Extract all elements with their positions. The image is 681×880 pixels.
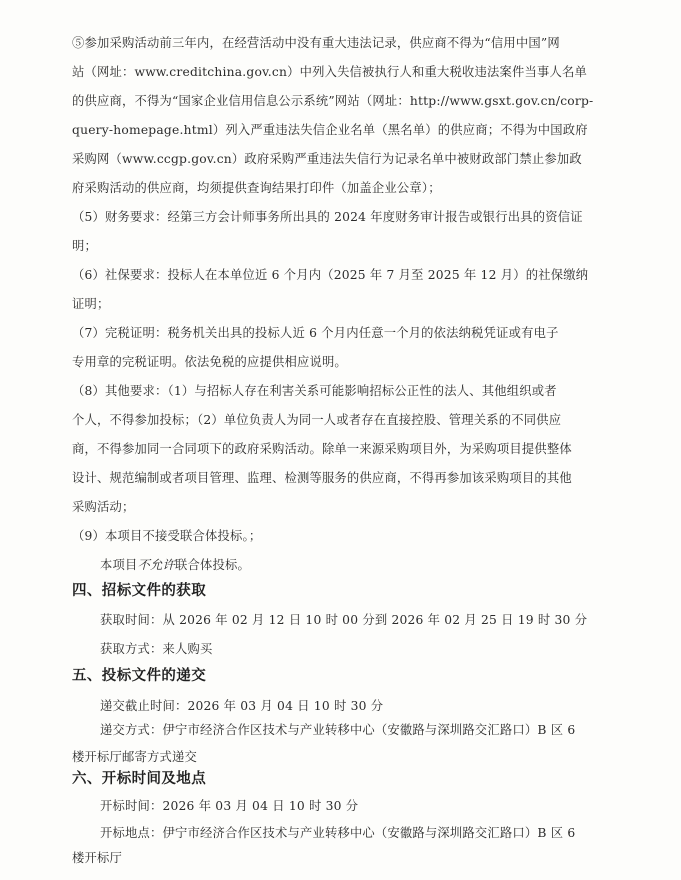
text-line: 采购活动； — [72, 500, 135, 514]
text-line: 站（网址：www.creditchina.gov.cn）中列入失信被执行人和重大税收违法案件当事人名单 — [72, 65, 588, 79]
text-line: 明； — [72, 239, 97, 253]
text-line: query-homepage.html）列入严重违法失信企业名单（黑名单）的供应商；不得为中国政府 — [72, 123, 588, 137]
text-line: （8）其他要求：（1）与招标人存在利害关系可能影响招标公正性的法人、其他组织或者 — [72, 384, 557, 398]
text-line: 专用章的完税证明。依法免税的应提供相应说明。 — [72, 355, 347, 369]
text-line: （6）社保要求：投标人在本单位近 6 个月内（2025 年 7 月至 2025 年 12 月）的社保缴纳 — [72, 268, 589, 282]
submit-method-line2: 楼开标厅邮寄方式递交 — [72, 750, 197, 764]
no-consortium-line — [100, 557, 250, 573]
text-line: （9）本项目不接受联合体投标。； — [72, 529, 262, 543]
opening-time: 开标时间：2026 年 03 月 04 日 10 时 30 分 — [100, 799, 359, 813]
text-line: 采购网（www.ccgp.gov.cn）政府采购严重违法失信行为记录名单中被财政部门禁止参加政 — [72, 152, 582, 166]
obtain-method: 获取方式：来人购买 — [100, 642, 213, 656]
text-line: 设计、规范编制或者项目管理、监理、检测等服务的供应商，不得再参加该采购项目的其他 — [72, 471, 572, 485]
text-line: 的供应商，不得为“国家企业信用信息公示系统”网站（网址：http://www.gsxt.gov.cn/corp- — [72, 94, 594, 108]
text-line: ⑤参加采购活动前三年内，在经营活动中没有重大违法记录，供应商不得为“信用中国”网 — [72, 36, 560, 50]
no-consortium-suffix: 联合体投标。 — [175, 558, 250, 572]
section-6-heading: 六、开标时间及地点 — [72, 771, 207, 787]
text-line: （7）完税证明：税务机关出具的投标人近 6 个月内任意一个月的依法纳税凭证或有电子 — [72, 326, 559, 340]
section-5-heading: 五、投标文件的递交 — [72, 668, 207, 684]
no-consortium-prefix: 本项目 — [100, 558, 138, 572]
text-line: 商，不得参加同一合同项下的政府采购活动。除单一来源采购项目外，为采购项目提供整体 — [72, 442, 572, 456]
opening-place-line2: 楼开标厅 — [72, 851, 122, 865]
no-consortium-italic: 不允许 — [137, 558, 175, 572]
text-line: 个人，不得参加投标；（2）单位负责人为同一人或者存在直接控股、管理关系的不同供应 — [72, 413, 562, 427]
section-4-heading: 四、招标文件的获取 — [72, 583, 207, 599]
text-line: 府采购活动的供应商，均须提供查询结果打印件（加盖企业公章）； — [72, 181, 441, 195]
text-line: 证明； — [72, 297, 110, 311]
obtain-time: 获取时间：从 2026 年 02 月 12 日 10 时 00 分到 2026 年 02 月 25 日 19 时 30 分 — [100, 613, 588, 627]
text-line: （5）财务要求：经第三方会计师事务所出具的 2024 年度财务审计报告或银行出具的资信证 — [72, 210, 583, 224]
submit-method-line1: 递交方式：伊宁市经济合作区技术与产业转移中心（安徽路与深圳路交汇路口）B 区 6 — [100, 723, 576, 737]
submit-deadline: 递交截止时间：2026 年 03 月 04 日 10 时 30 分 — [100, 699, 384, 713]
opening-place-line1: 开标地点：伊宁市经济合作区技术与产业转移中心（安徽路与深圳路交汇路口）B 区 6 — [100, 826, 576, 840]
